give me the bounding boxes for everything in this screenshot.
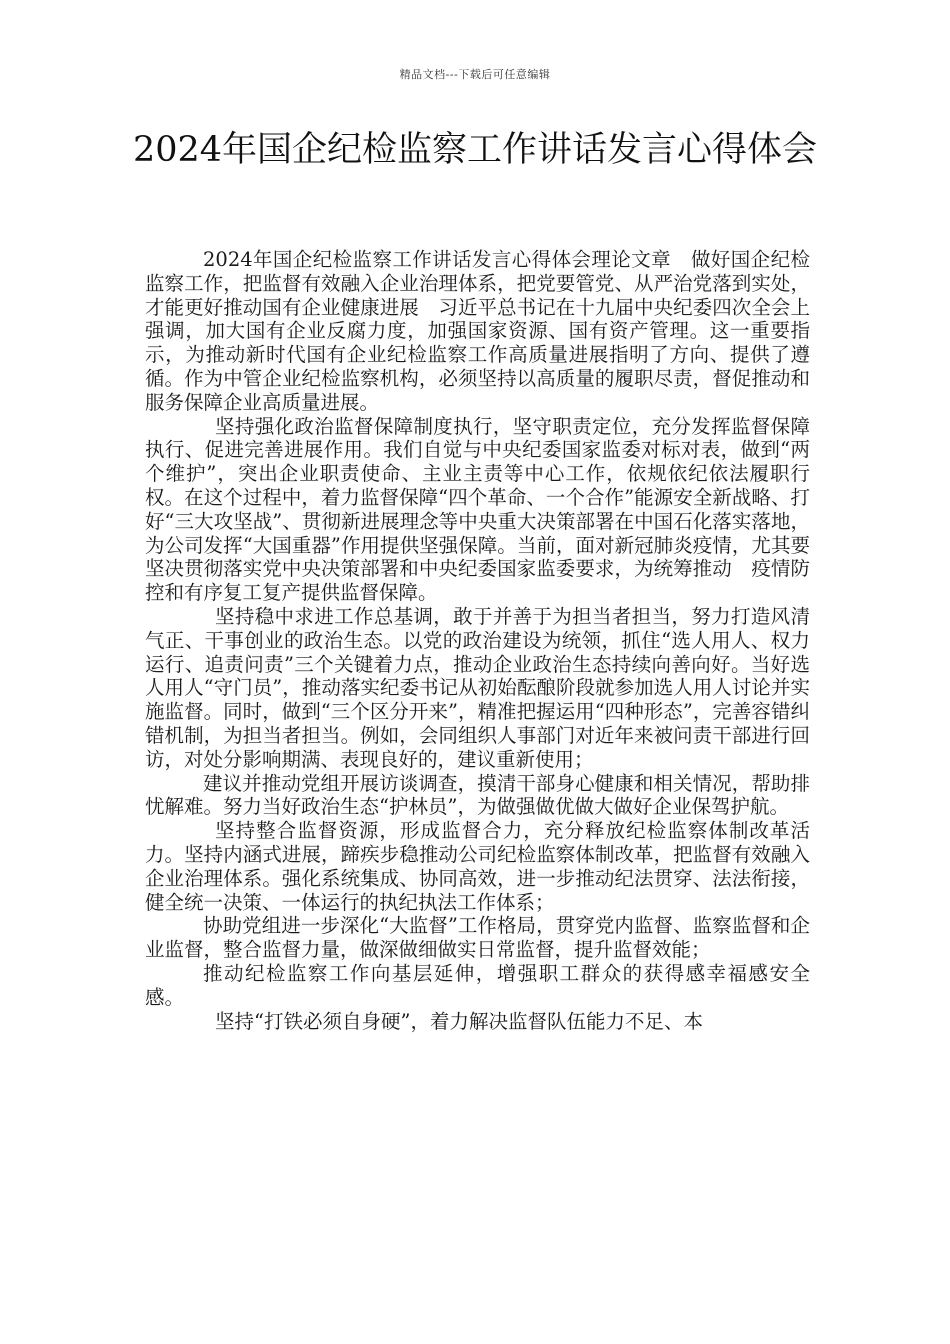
paragraph: 推动纪检监察工作向基层延伸，增强职工群众的获得感幸福感安全 感。 bbox=[145, 961, 830, 1009]
document-body bbox=[145, 248, 830, 1033]
paragraph: 建议并推动党组开展访谈调查，摸清干部身心健康和相关情况，帮助排忧解难。努力当好政治生态“护林员”，为做强做优做大做好企业保驾护航。 bbox=[145, 771, 810, 819]
paragraph: 坚持稳中求进工作总基调，敢于并善于为担当者担当，努力打造风清气正、干事创业的政治生态。以党的政治建设为统领，抓住“选人用人、权力运行、追责问责”三个关键着力点，推动企业政治生态持续向善向好。当好选人用人“守门员”，推动落实纪委书记从初始酝酿阶段就参加选人用人讨论并实施监督。同时，做到“三个区分开来”，精准把握运用“四种形态”，完善容错纠错机制，为担当者担当。例如，会同组织人事部门对近年来被问责干部进行回访，对处分影响期满、表现良好的，建议重新使用； bbox=[145, 604, 810, 771]
paragraph: 坚持强化政治监督保障制度执行，坚守职责定位，充分发挥监督保障执行、促进完善进展作用。我们自觉与中央纪委国家监委对标对表，做到“两个维护”，突出企业职责使命、主业主责等中心工作，依规依纪依法履职行权。在这个过程中，着力监督保障“四个革命、一个合作”能源安全新战略、打好“三大攻坚战”、贯彻新进展理念等中央重大决策部署在中国石化落实落地，为公司发挥“大国重器”作用提供坚强保障。当前，面对新冠肺炎疫情，尤其要坚决贯彻落实党中央决策部署和中央纪委国家监委要求，为统筹推动 疫情防控和有序复工复产提供监督保障。 bbox=[145, 414, 810, 605]
page-header: 精品文档---下载后可任意编辑 bbox=[399, 68, 551, 81]
paragraph: 坚持“打铁必须自身硬”，着力解决监督队伍能力不足、本 bbox=[215, 1009, 703, 1033]
paragraph: 2024年国企纪检监察工作讲话发言心得体会理论文章 做好国企纪检监察工作，把监督有效融入企业治理体系，把党要管党、从严治党落到实处，才能更好推动国有企业健康进展 习近平总书记在十九届中央纪委四次全会上强调，加大国有企业反腐力度，加强国家资源、国有资产管理。这一重要指示，为推动新时代国有企业纪检监察工作高质量进展指明了方向、提供了遵循。作为中管企业纪检监察机构，必须坚持以高质量的履职尽责，督促推动和服务保障企业高质量进展。 bbox=[145, 248, 810, 414]
paragraph: 坚持整合监督资源，形成监督合力，充分释放纪检监察体制改革活力。坚持内涵式进展，蹄疾步稳推动公司纪检监察体制改革，把监督有效融入企业治理体系。强化系统集成、协同高效，进一步推动纪法贯穿、法法衔接，健全统一决策、一体运行的执纪执法工作体系； bbox=[145, 819, 810, 914]
document-title: 2024年国企纪检监察工作讲话发言心得体会 bbox=[132, 130, 818, 170]
paragraph: 协助党组进一步深化“大监督”工作格局，贯穿党内监督、监察监督和企业监督，整合监督力量，做深做细做实日常监督，提升监督效能； bbox=[145, 914, 810, 962]
